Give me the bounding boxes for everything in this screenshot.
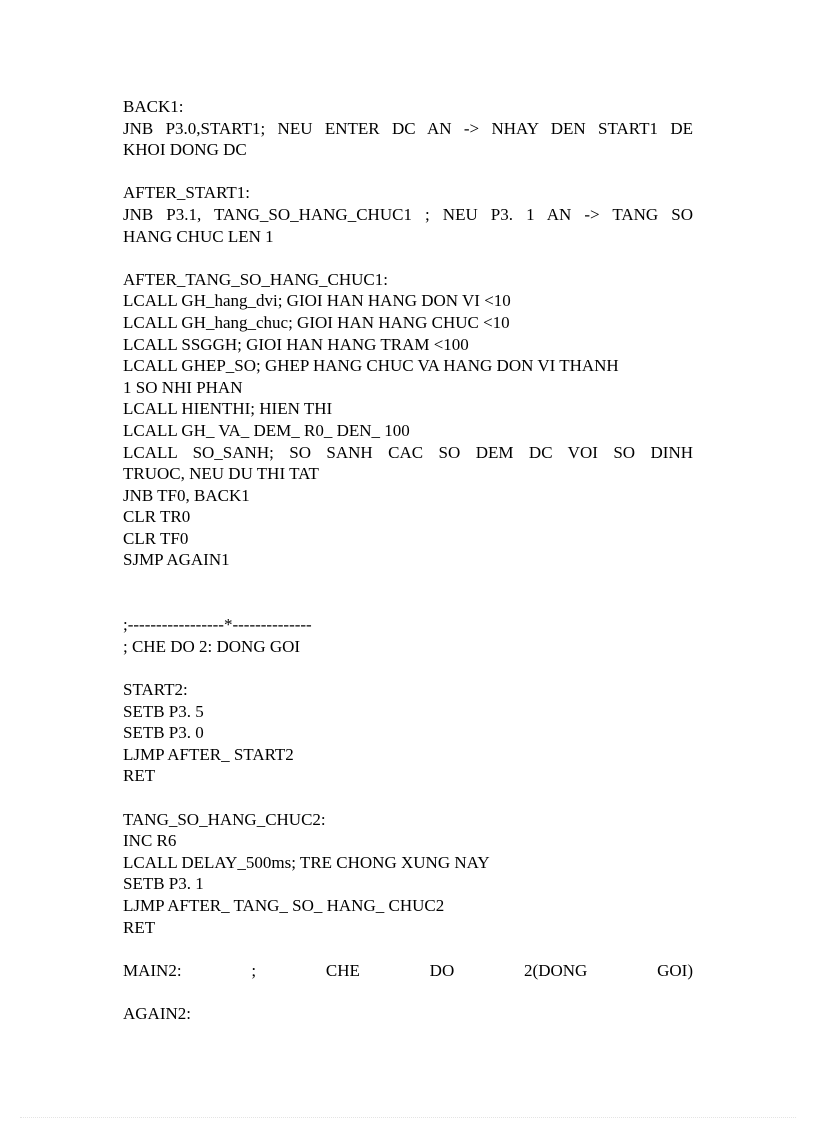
- blank-line: [123, 787, 693, 809]
- code-line: AGAIN2:: [123, 1003, 191, 1023]
- section-separator: ;-----------------*--------------: [123, 615, 312, 635]
- code-line: SETB P3. 5: [123, 701, 204, 721]
- code-line: CLR TR0: [123, 507, 191, 527]
- code-line: LCALL SSGGH; GIOI HAN HANG TRAM <100: [123, 334, 469, 354]
- code-line: SJMP AGAIN1: [123, 550, 230, 570]
- code-line: JNB P3.0,START1; NEU ENTER DC AN -> NHAY DEN START1 DE: [123, 118, 693, 138]
- code-line: START2:: [123, 680, 188, 700]
- code-line: HANG CHUC LEN 1: [123, 226, 274, 246]
- blank-line: [123, 593, 693, 615]
- code-line: AFTER_TANG_SO_HANG_CHUC1:: [123, 269, 388, 289]
- code-line: LJMP AFTER_ START2: [123, 744, 294, 764]
- code-line: LCALL GHEP_SO; GHEP HANG CHUC VA HANG DON VI THANH: [123, 356, 619, 376]
- code-line: CLR TF0: [123, 528, 189, 548]
- blank-line: [123, 657, 693, 679]
- code-line: JNB TF0, BACK1: [123, 485, 250, 505]
- code-line: RET: [123, 766, 156, 786]
- page-bottom-divider: [20, 1117, 796, 1118]
- blank-line: [123, 938, 693, 960]
- code-line: BACK1:: [123, 97, 184, 116]
- code-line: KHOI DONG DC: [123, 140, 247, 160]
- code-line: TRUOC, NEU DU THI TAT: [123, 464, 319, 484]
- code-line: ; CHE DO 2: DONG GOI: [123, 636, 301, 656]
- code-line: RET: [123, 917, 156, 937]
- code-line: 1 SO NHI PHAN: [123, 377, 243, 397]
- code-line: LCALL GH_hang_dvi; GIOI HAN HANG DON VI <10: [123, 291, 511, 311]
- code-line: MAIN2: ; CHE DO 2(DONG GOI): [123, 960, 693, 980]
- code-line: INC R6: [123, 831, 177, 851]
- code-line: SETB P3. 0: [123, 723, 204, 743]
- code-line: LCALL DELAY_500ms; TRE CHONG XUNG NAY: [123, 852, 490, 872]
- code-listing: [123, 96, 693, 1025]
- blank-line: [123, 981, 693, 1003]
- code-line: LCALL HIENTHI; HIEN THI: [123, 399, 333, 419]
- code-line: AFTER_START1:: [123, 183, 251, 203]
- code-line: LCALL SO_SANH; SO SANH CAC SO DEM DC VOI SO DINH: [123, 442, 693, 462]
- code-line: TANG_SO_HANG_CHUC2:: [123, 809, 326, 829]
- blank-line: [123, 571, 693, 593]
- code-line: JNB P3.1, TANG_SO_HANG_CHUC1 ; NEU P3. 1 AN -> TANG SO: [123, 204, 693, 224]
- blank-line: [123, 247, 693, 269]
- code-line: LJMP AFTER_ TANG_ SO_ HANG_ CHUC2: [123, 895, 445, 915]
- code-line: SETB P3. 1: [123, 874, 204, 894]
- code-line: LCALL GH_ VA_ DEM_ R0_ DEN_ 100: [123, 420, 410, 440]
- blank-line: [123, 161, 693, 183]
- code-line: LCALL GH_hang_chuc; GIOI HAN HANG CHUC <10: [123, 312, 510, 332]
